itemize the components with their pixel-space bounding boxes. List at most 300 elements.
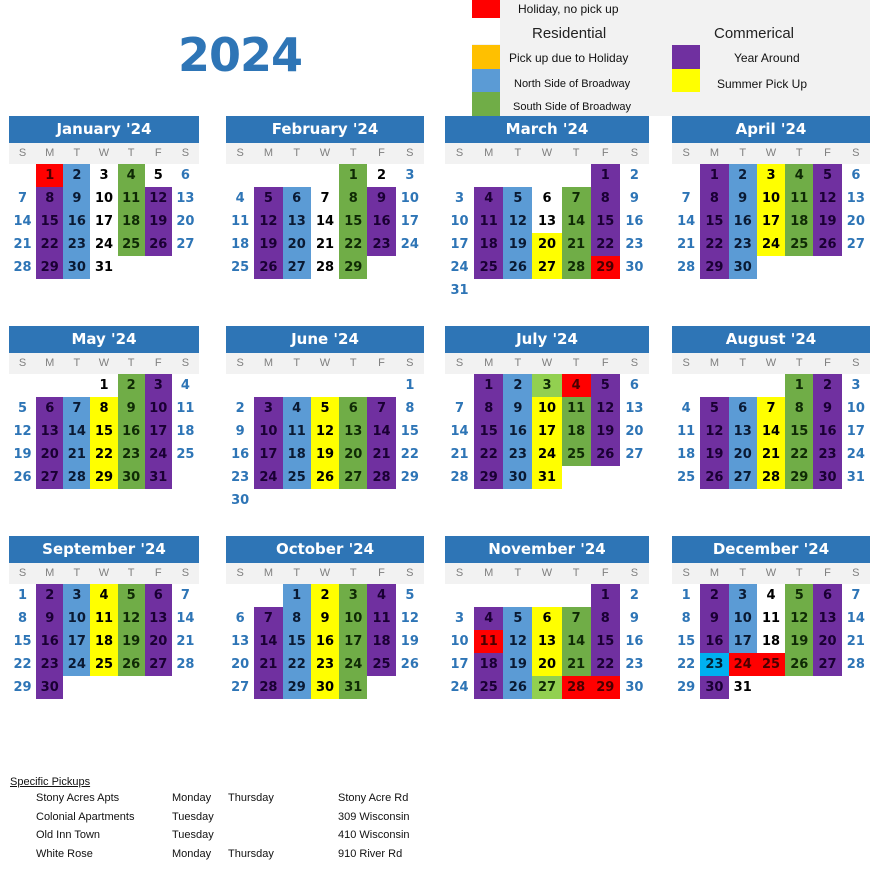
day-cell: 28 bbox=[562, 256, 591, 279]
weekday-header bbox=[226, 143, 424, 164]
empty-cell bbox=[532, 164, 561, 187]
day-cell: 19 bbox=[118, 630, 145, 653]
day-cell: 10 bbox=[450, 214, 469, 229]
day-cell: 6 bbox=[851, 168, 861, 183]
day-cell: 28 bbox=[367, 466, 395, 489]
day-cell: 23 bbox=[36, 653, 63, 676]
day-cell: 14 bbox=[450, 424, 469, 439]
month-title: March '24 bbox=[445, 116, 649, 143]
day-cell: 16 bbox=[36, 630, 63, 653]
day-cell: 2 bbox=[118, 374, 145, 397]
north-side-label: North Side of Broadway bbox=[514, 78, 631, 90]
weekday-label: W bbox=[541, 147, 553, 159]
day-cell: 4 bbox=[235, 191, 245, 206]
day-cell: 27 bbox=[532, 256, 561, 279]
day-cell: 31 bbox=[450, 283, 469, 298]
day-cell: 14 bbox=[176, 611, 195, 626]
day-cell: 7 bbox=[367, 397, 395, 420]
day-cell: 16 bbox=[63, 210, 90, 233]
day-cell: 7 bbox=[254, 607, 282, 630]
day-cell: 1 bbox=[591, 164, 620, 187]
day-cell: 21 bbox=[254, 653, 282, 676]
day-cell: 17 bbox=[757, 210, 785, 233]
day-cell: 26 bbox=[145, 233, 172, 256]
month-title: October '24 bbox=[226, 536, 424, 563]
day-cell: 8 bbox=[36, 187, 63, 210]
day-cell: 4 bbox=[681, 401, 691, 416]
weekday-label: W bbox=[319, 147, 331, 159]
day-cell: 13 bbox=[176, 191, 195, 206]
weekday-label: S bbox=[406, 147, 414, 159]
day-cell: 30 bbox=[231, 493, 250, 508]
year-around-label: Year Around bbox=[734, 51, 800, 65]
weekday-label: T bbox=[739, 567, 747, 579]
day-cell: 16 bbox=[311, 630, 339, 653]
month-title: November '24 bbox=[445, 536, 649, 563]
pickup-address: Stony Acre Rd bbox=[338, 792, 409, 804]
weekday-label: T bbox=[514, 357, 522, 369]
day-cell: 26 bbox=[118, 653, 145, 676]
month-august bbox=[672, 326, 870, 489]
day-cell: 6 bbox=[729, 397, 757, 420]
day-cell: 20 bbox=[729, 443, 757, 466]
day-cell: 16 bbox=[118, 420, 145, 443]
day-cell: 1 bbox=[474, 374, 503, 397]
empty-cell bbox=[63, 374, 90, 397]
day-cell: 25 bbox=[474, 256, 503, 279]
day-grid bbox=[9, 584, 199, 699]
day-cell: 22 bbox=[339, 233, 367, 256]
day-cell: 26 bbox=[813, 233, 841, 256]
day-cell: 18 bbox=[474, 653, 503, 676]
month-october bbox=[226, 536, 424, 699]
day-cell: 4 bbox=[474, 187, 503, 210]
day-cell: 13 bbox=[625, 401, 644, 416]
weekday-label: W bbox=[98, 567, 110, 579]
weekday-label: T bbox=[73, 357, 81, 369]
day-cell: 27 bbox=[339, 466, 367, 489]
weekday-label: S bbox=[455, 357, 464, 369]
day-cell: 19 bbox=[785, 630, 813, 653]
weekday-label: W bbox=[319, 567, 331, 579]
weekday-header bbox=[672, 143, 870, 164]
day-cell: 7 bbox=[63, 397, 90, 420]
day-cell: 2 bbox=[503, 374, 532, 397]
pickup-row bbox=[10, 792, 409, 811]
day-cell: 28 bbox=[846, 657, 865, 672]
weekday-label: F bbox=[601, 147, 609, 159]
weekday-header bbox=[672, 353, 870, 374]
day-cell: 13 bbox=[729, 420, 757, 443]
day-cell: 16 bbox=[625, 214, 644, 229]
day-cell: 13 bbox=[36, 420, 63, 443]
day-cell: 22 bbox=[591, 233, 620, 256]
day-cell: 27 bbox=[36, 466, 63, 489]
empty-cell bbox=[226, 584, 254, 607]
month-july bbox=[445, 326, 649, 489]
empty-cell bbox=[254, 584, 282, 607]
day-cell: 17 bbox=[339, 630, 367, 653]
day-grid bbox=[445, 584, 649, 699]
day-cell: 27 bbox=[625, 447, 644, 462]
empty-cell bbox=[445, 374, 474, 397]
day-cell: 11 bbox=[677, 424, 696, 439]
day-cell: 9 bbox=[118, 397, 145, 420]
day-cell: 26 bbox=[785, 653, 813, 676]
day-cell: 12 bbox=[400, 611, 419, 626]
day-cell: 13 bbox=[231, 634, 250, 649]
day-cell: 22 bbox=[591, 653, 620, 676]
day-cell: 25 bbox=[118, 233, 145, 256]
day-cell: 29 bbox=[36, 256, 63, 279]
day-cell: 3 bbox=[851, 378, 861, 393]
day-cell: 10 bbox=[94, 191, 114, 206]
day-cell: 9 bbox=[63, 187, 90, 210]
day-cell: 5 bbox=[405, 588, 415, 603]
summer-pickup-swatch bbox=[672, 69, 700, 92]
day-cell: 15 bbox=[700, 210, 728, 233]
day-cell: 1 bbox=[785, 374, 813, 397]
month-june bbox=[226, 326, 424, 512]
day-cell: 13 bbox=[532, 630, 561, 653]
day-cell: 30 bbox=[311, 676, 339, 699]
day-cell: 28 bbox=[757, 466, 785, 489]
day-cell: 19 bbox=[591, 420, 620, 443]
day-cell: 24 bbox=[846, 447, 865, 462]
day-cell: 15 bbox=[400, 424, 419, 439]
day-cell: 11 bbox=[283, 420, 311, 443]
weekday-label: W bbox=[98, 357, 110, 369]
day-cell: 26 bbox=[311, 466, 339, 489]
weekday-label: S bbox=[181, 567, 190, 579]
day-cell: 18 bbox=[283, 443, 311, 466]
day-cell: 21 bbox=[450, 447, 469, 462]
day-cell: 9 bbox=[629, 611, 639, 626]
day-cell: 7 bbox=[757, 397, 785, 420]
empty-cell bbox=[562, 164, 591, 187]
day-cell: 17 bbox=[400, 214, 419, 229]
day-cell: 17 bbox=[846, 424, 865, 439]
day-cell: 30 bbox=[625, 260, 644, 275]
day-cell: 5 bbox=[785, 584, 813, 607]
day-cell: 3 bbox=[455, 611, 465, 626]
weekday-label: F bbox=[378, 147, 385, 159]
weekday-label: S bbox=[406, 357, 414, 369]
month-title: December '24 bbox=[672, 536, 870, 563]
day-cell: 21 bbox=[677, 237, 696, 252]
pickup-row bbox=[10, 847, 403, 867]
weekday-label: F bbox=[824, 147, 831, 159]
day-cell: 19 bbox=[145, 210, 172, 233]
weekday-label: S bbox=[236, 357, 244, 369]
day-cell: 15 bbox=[677, 634, 696, 649]
pickup-address: 410 Wisconsin bbox=[338, 829, 410, 841]
day-cell: 24 bbox=[729, 653, 757, 676]
day-cell: 15 bbox=[90, 420, 117, 443]
day-cell: 6 bbox=[542, 191, 552, 206]
day-cell: 22 bbox=[90, 443, 117, 466]
day-cell: 29 bbox=[90, 466, 117, 489]
month-november bbox=[445, 536, 649, 699]
day-cell: 1 bbox=[283, 584, 311, 607]
pickup-name: Colonial Apartments bbox=[36, 810, 135, 823]
day-cell: 11 bbox=[176, 401, 195, 416]
day-cell: 28 bbox=[677, 260, 696, 275]
day-cell: 30 bbox=[118, 466, 145, 489]
day-cell: 4 bbox=[785, 164, 813, 187]
weekday-label: S bbox=[852, 567, 860, 579]
empty-cell bbox=[700, 374, 728, 397]
month-title: August '24 bbox=[672, 326, 870, 353]
day-cell: 17 bbox=[254, 443, 282, 466]
weekday-label: M bbox=[263, 357, 273, 369]
day-cell: 29 bbox=[700, 256, 728, 279]
pickup-name: Old Inn Town bbox=[36, 829, 101, 841]
day-cell: 28 bbox=[450, 470, 469, 485]
day-cell: 10 bbox=[400, 191, 419, 206]
day-cell: 7 bbox=[681, 191, 691, 206]
day-cell: 29 bbox=[339, 256, 367, 279]
empty-cell bbox=[367, 374, 395, 397]
day-cell: 6 bbox=[180, 168, 190, 183]
day-cell: 5 bbox=[503, 187, 532, 210]
day-cell: 24 bbox=[450, 260, 469, 275]
weekday-header bbox=[445, 353, 649, 374]
day-cell: 15 bbox=[785, 420, 813, 443]
day-grid bbox=[226, 374, 424, 512]
day-cell: 25 bbox=[677, 470, 696, 485]
empty-cell bbox=[445, 584, 474, 607]
day-cell: 22 bbox=[283, 653, 311, 676]
weekday-label: T bbox=[739, 147, 747, 159]
day-cell: 25 bbox=[785, 233, 813, 256]
weekday-label: F bbox=[378, 357, 385, 369]
day-cell: 18 bbox=[176, 424, 195, 439]
day-cell: 12 bbox=[591, 397, 620, 420]
weekday-label: T bbox=[293, 357, 301, 369]
day-cell: 8 bbox=[90, 397, 117, 420]
day-cell: 31 bbox=[94, 260, 114, 275]
day-cell: 18 bbox=[367, 630, 395, 653]
day-cell: 19 bbox=[311, 443, 339, 466]
day-cell: 2 bbox=[377, 168, 387, 183]
day-cell: 1 bbox=[36, 164, 63, 187]
weekday-label: W bbox=[98, 147, 110, 159]
day-cell: 9 bbox=[235, 424, 245, 439]
day-cell: 25 bbox=[283, 466, 311, 489]
day-cell: 19 bbox=[700, 443, 728, 466]
day-cell: 31 bbox=[339, 676, 367, 699]
day-cell: 8 bbox=[700, 187, 728, 210]
day-cell: 12 bbox=[145, 187, 172, 210]
day-cell: 19 bbox=[13, 447, 32, 462]
weekday-label: W bbox=[541, 567, 553, 579]
day-cell: 4 bbox=[283, 397, 311, 420]
day-cell: 6 bbox=[532, 607, 561, 630]
weekday-label: S bbox=[682, 147, 690, 159]
day-cell: 2 bbox=[629, 588, 639, 603]
day-cell: 14 bbox=[315, 214, 335, 229]
north-side-swatch bbox=[472, 69, 500, 92]
empty-cell bbox=[562, 584, 591, 607]
day-cell: 8 bbox=[283, 607, 311, 630]
day-cell: 15 bbox=[13, 634, 32, 649]
day-cell: 14 bbox=[562, 630, 591, 653]
empty-cell bbox=[311, 374, 339, 397]
weekday-label: S bbox=[18, 357, 27, 369]
day-cell: 4 bbox=[766, 588, 776, 603]
day-grid bbox=[9, 164, 199, 279]
weekday-label: M bbox=[45, 147, 55, 159]
day-cell: 23 bbox=[231, 470, 250, 485]
day-cell: 28 bbox=[176, 657, 195, 672]
day-cell: 23 bbox=[625, 657, 644, 672]
day-cell: 10 bbox=[63, 607, 90, 630]
day-cell: 12 bbox=[785, 607, 813, 630]
month-december bbox=[672, 536, 870, 699]
day-cell: 27 bbox=[176, 237, 195, 252]
holiday-pickup-swatch bbox=[472, 45, 500, 69]
day-cell: 17 bbox=[63, 630, 90, 653]
day-cell: 23 bbox=[367, 233, 395, 256]
empty-cell bbox=[311, 164, 339, 187]
day-cell: 25 bbox=[474, 676, 503, 699]
day-cell: 23 bbox=[63, 233, 90, 256]
day-cell: 20 bbox=[36, 443, 63, 466]
summer-pickup-label: Summer Pick Up bbox=[717, 77, 808, 91]
day-cell: 17 bbox=[532, 420, 561, 443]
weekday-label: T bbox=[795, 357, 803, 369]
day-cell: 12 bbox=[700, 420, 728, 443]
month-february bbox=[226, 116, 424, 279]
day-cell: 4 bbox=[474, 607, 503, 630]
weekday-header bbox=[226, 353, 424, 374]
empty-cell bbox=[503, 584, 532, 607]
day-cell: 5 bbox=[311, 397, 339, 420]
day-cell: 11 bbox=[562, 397, 591, 420]
pickup-name: White Rose bbox=[36, 847, 93, 860]
day-cell: 13 bbox=[846, 191, 865, 206]
day-cell: 2 bbox=[63, 164, 90, 187]
weekday-label: S bbox=[181, 147, 190, 159]
day-cell: 18 bbox=[118, 210, 145, 233]
day-cell: 30 bbox=[729, 256, 757, 279]
day-grid bbox=[226, 584, 424, 699]
weekday-label: F bbox=[154, 147, 162, 159]
day-cell: 6 bbox=[283, 187, 311, 210]
day-cell: 2 bbox=[36, 584, 63, 607]
day-cell: 25 bbox=[367, 653, 395, 676]
weekday-label: S bbox=[682, 567, 690, 579]
day-cell: 29 bbox=[13, 680, 32, 695]
weekday-label: M bbox=[484, 357, 494, 369]
day-cell: 8 bbox=[681, 611, 691, 626]
day-cell: 15 bbox=[283, 630, 311, 653]
day-cell: 21 bbox=[315, 237, 335, 252]
day-grid bbox=[672, 164, 870, 279]
weekday-label: M bbox=[45, 357, 55, 369]
day-cell: 19 bbox=[400, 634, 419, 649]
day-cell: 10 bbox=[729, 607, 757, 630]
empty-cell bbox=[9, 374, 36, 397]
day-cell: 28 bbox=[315, 260, 335, 275]
day-cell: 19 bbox=[254, 233, 282, 256]
day-cell: 21 bbox=[562, 653, 591, 676]
weekday-label: T bbox=[572, 357, 580, 369]
day-cell: 18 bbox=[785, 210, 813, 233]
day-cell: 10 bbox=[846, 401, 865, 416]
pickup-row bbox=[10, 829, 410, 848]
day-cell: 30 bbox=[63, 256, 90, 279]
weekday-label: S bbox=[630, 567, 639, 579]
day-cell: 31 bbox=[733, 680, 752, 695]
day-cell: 8 bbox=[591, 187, 620, 210]
pickup-row bbox=[10, 810, 410, 830]
day-cell: 2 bbox=[235, 401, 245, 416]
south-side-label: South Side of Broadway bbox=[513, 101, 632, 113]
day-cell: 2 bbox=[311, 584, 339, 607]
empty-cell bbox=[503, 164, 532, 187]
day-cell: 23 bbox=[813, 443, 841, 466]
day-cell: 9 bbox=[503, 397, 532, 420]
weekday-label: M bbox=[709, 147, 719, 159]
weekday-label: F bbox=[154, 357, 162, 369]
empty-cell bbox=[36, 374, 63, 397]
day-cell: 11 bbox=[785, 187, 813, 210]
month-title: January '24 bbox=[9, 116, 199, 143]
day-cell: 3 bbox=[99, 168, 109, 183]
day-cell: 22 bbox=[474, 443, 503, 466]
empty-cell bbox=[283, 164, 311, 187]
day-cell: 11 bbox=[474, 630, 503, 653]
day-cell: 10 bbox=[145, 397, 172, 420]
pickup-address: 309 Wisconsin bbox=[338, 810, 410, 823]
empty-cell bbox=[474, 584, 503, 607]
weekday-label: T bbox=[73, 147, 81, 159]
day-cell: 16 bbox=[503, 420, 532, 443]
day-cell: 20 bbox=[339, 443, 367, 466]
day-cell: 27 bbox=[729, 466, 757, 489]
day-cell: 15 bbox=[339, 210, 367, 233]
legend bbox=[472, 0, 870, 116]
weekday-label: T bbox=[293, 567, 301, 579]
month-september bbox=[9, 536, 199, 699]
day-cell: 30 bbox=[625, 680, 644, 695]
weekday-label: S bbox=[455, 147, 464, 159]
day-cell: 17 bbox=[450, 657, 469, 672]
month-title: July '24 bbox=[445, 326, 649, 353]
empty-cell bbox=[226, 374, 254, 397]
residential-header: Residential bbox=[532, 25, 607, 42]
day-cell: 7 bbox=[562, 187, 591, 210]
day-cell: 1 bbox=[339, 164, 367, 187]
weekday-label: W bbox=[319, 357, 331, 369]
day-cell: 11 bbox=[761, 611, 781, 626]
day-cell: 21 bbox=[176, 634, 195, 649]
day-cell: 5 bbox=[700, 397, 728, 420]
weekday-label: S bbox=[630, 357, 639, 369]
day-cell: 18 bbox=[90, 630, 117, 653]
day-cell: 18 bbox=[474, 233, 503, 256]
day-cell: 21 bbox=[562, 233, 591, 256]
weekday-label: F bbox=[601, 357, 609, 369]
day-cell: 10 bbox=[339, 607, 367, 630]
day-cell: 7 bbox=[562, 607, 591, 630]
day-cell: 5 bbox=[254, 187, 282, 210]
day-cell: 20 bbox=[532, 233, 561, 256]
day-cell: 28 bbox=[562, 676, 591, 699]
holiday-pickup-label: Pick up due to Holiday bbox=[509, 51, 629, 65]
